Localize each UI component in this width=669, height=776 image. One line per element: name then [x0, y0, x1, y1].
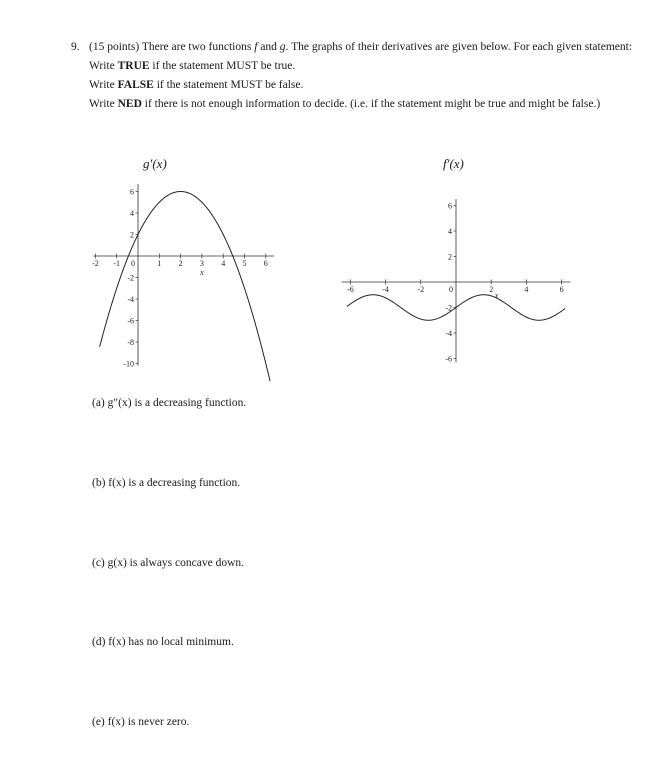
g-prime-x-tick-label: 5 — [242, 259, 247, 268]
f-prime-x-tick-label: -2 — [417, 285, 425, 294]
g-prime-y-tick-label: 2 — [130, 230, 134, 240]
f-prime-x-tick-label: 6 — [559, 285, 564, 294]
rule-true: Write TRUE if the statement MUST be true. — [89, 60, 296, 72]
g-prime-curve — [100, 192, 270, 382]
f-prime-y-tick-label: 2 — [448, 252, 452, 262]
part-b-label: (b) — [92, 477, 106, 489]
rule-ned: Write NED if there is not enough information to decide. (i.e. if the statement might be true and might be false.) — [89, 98, 601, 110]
part-e — [92, 716, 189, 728]
g-prime-y-tick-label: -4 — [127, 295, 134, 304]
g-prime-x-tick-label: -1 — [113, 259, 121, 268]
f-prime-origin-label: 0 — [449, 285, 453, 294]
g-prime-y-tick-label: -2 — [127, 273, 134, 283]
part-a-label: (a) — [92, 397, 105, 409]
g-prime-y-tick-label: -8 — [127, 338, 134, 347]
f-prime-graph-title: f′(x) — [443, 156, 464, 171]
part-e-label: (e) — [92, 716, 105, 728]
f-prime-x-tick-label: -4 — [382, 285, 389, 294]
f-prime-y-tick-label: -6 — [445, 354, 452, 364]
part-e-text: f(x) is never zero. — [107, 716, 190, 728]
f-prime-x-tick-label: 4 — [524, 285, 529, 294]
g-prime-x-tick-label: -2 — [92, 259, 99, 268]
f-prime-x-symbol: x — [494, 291, 499, 300]
g-prime-x-tick-label: 1 — [157, 259, 162, 268]
part-d-text: f(x) has no local minimum. — [108, 636, 234, 648]
question-number: 9. — [71, 41, 80, 53]
f-prime-y-tick-label: 4 — [448, 227, 452, 236]
g-prime-origin-label: 0 — [131, 259, 135, 268]
g-prime-x-tick-label: 4 — [221, 259, 226, 268]
g-prime-y-tick-label: -10 — [123, 359, 134, 369]
part-d — [92, 636, 234, 648]
f-prime-y-tick-label: 6 — [448, 201, 452, 211]
g-prime-y-tick-label: 6 — [130, 187, 134, 197]
g-prime-y-tick-label: -6 — [127, 316, 134, 326]
g-prime-x-tick-label: 2 — [178, 259, 183, 268]
g-prime-x-tick-label: 6 — [263, 259, 268, 268]
part-c-text: g(x) is always concave down. — [107, 557, 245, 569]
g-prime-y-tick-label: 4 — [130, 209, 134, 218]
part-c — [92, 557, 244, 569]
f-prime-y-tick-label: -2 — [445, 303, 452, 313]
part-c-label: (c) — [92, 557, 105, 569]
g-prime-x-tick-label: 3 — [199, 259, 204, 268]
g-prime-graph-title: g′(x) — [143, 156, 167, 171]
part-b-text: f(x) is a decreasing function. — [108, 477, 241, 489]
part-a — [92, 397, 246, 409]
rule-false: Write FALSE if the statement MUST be false. — [89, 79, 304, 91]
f-prime-x-tick-label: -6 — [347, 285, 354, 294]
question-intro: (15 points) There are two functions f and g. The graphs of their derivatives are given below. For each given statement: — [89, 41, 633, 53]
g-prime-x-symbol: x — [200, 268, 204, 277]
part-a-text: g″(x) is a decreasing function. — [107, 397, 247, 409]
f-prime-x-tick-label: 2 — [489, 285, 494, 294]
part-d-label: (d) — [92, 636, 106, 648]
part-b — [92, 477, 240, 489]
f-prime-y-tick-label: -4 — [445, 329, 452, 338]
question-points: (15 points) — [89, 41, 140, 53]
